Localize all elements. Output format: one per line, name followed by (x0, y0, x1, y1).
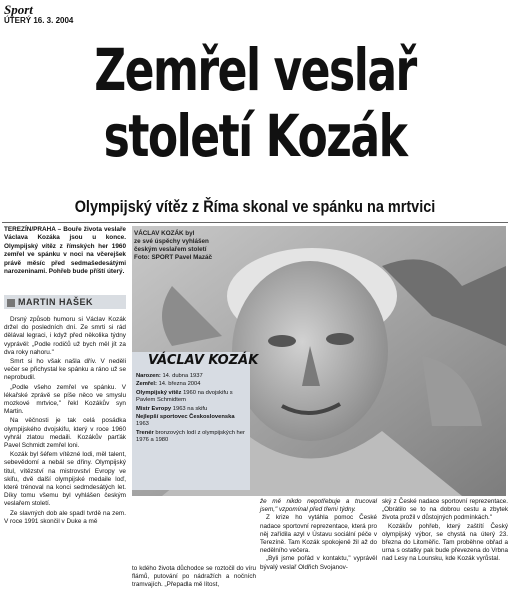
row-value: 1963 na skifu (172, 405, 208, 412)
infobox-row (136, 381, 248, 388)
row-label: Olympijský vítěz (136, 389, 182, 396)
row-value: 14. března 2004 (158, 381, 201, 388)
row-label: Trenér (136, 429, 154, 436)
caption-line: českým veslařem století (134, 246, 207, 253)
infobox-row (136, 430, 248, 445)
row-value: bronzových lodí z olympijských her 1976 a 1980 (136, 429, 245, 444)
headline-line-2: století Kozák (103, 102, 407, 170)
article-column-2 (132, 565, 256, 589)
article-column-4 (382, 498, 508, 564)
headline-line-1: Zemřel veslař (94, 36, 416, 104)
row-label: Zemřel: (136, 381, 157, 388)
infobox-row (136, 390, 248, 405)
photo-caption (134, 230, 264, 262)
paragraph: Na věčnosti je tak celá posádka olympijského dvojskifu, který v roce 1960 vyhrál zlatou medaili. Kozákův parťák Pavel Schmidt zemřel loni. (4, 417, 126, 450)
caption-line: VÁCLAV KOZÁK byl (134, 230, 195, 237)
paragraph: Ze slavných dob ale spadl tvrdě na zem. V roce 1991 skončil v Duke a mě (4, 509, 126, 525)
photo-credit: Foto: SPORT Pavel Mazáč (134, 254, 213, 261)
row-value: 14. dubna 1937 (162, 373, 203, 379)
infobox-rows (136, 373, 248, 446)
author-byline: MARTIN HAŠEK (18, 297, 93, 307)
paragraph: Smrt si ho však našla dřív. V neděli večer se přichystal ke spánku a ráno už se neprobudil. (4, 358, 126, 382)
paragraph: ský z České nadace sportovní reprezentace. „Obrátilo se to na dobrou cestu a zbytek života prožil v důstojných podmínkách." (382, 498, 508, 522)
paragraph: Kozákův pohřeb, který zaštítí Český olympijský výbor, se chystá na úterý 23. března do Litoměřic. Tam proběhne obřad a urna s ostatky pak bude převezena do Vrbna nad Lesy na Lounsku, kde Kozák vyrůstal. (382, 522, 508, 563)
paragraph: že mě nikdo nepotřebuje a trucoval jsem," vzpomínal před třemi týdny. (260, 498, 377, 514)
byline-square-icon (7, 299, 15, 307)
paragraph: Drsný způsob humoru si Václav Kozák držel do posledních dní. Ze smrti si rád dělával legraci, i když před několika týdny vyprávěl: „Podle rodičů už bych měl jít za dva roky nahoru." (4, 316, 126, 356)
row-value: 1960 na dvojskifu s Pavlem Schmidtem (136, 389, 233, 404)
article-column-3 (260, 498, 377, 572)
row-value: 1963 (136, 421, 149, 428)
caption-line: ze své úspěchy vyhlášen (134, 238, 209, 245)
paragraph: Kozák byl šéfem vítězné lodi, měl talent, sebevědomí a nebál se dřiny. Olympijský titul, vítězství na mistrovství Evropy ve skifu, dvě další olympijské medaile loď, které trénoval na konci sedmdesátých let. Díky tomu všemu byl vyhlášen českým veslařem století. (4, 451, 126, 508)
lead-paragraph: TEREZÍN/PRAHA – Bouře života veslaře Václava Kozáka jsou u konce. Olympijský vítěz z římských her 1960 zemřel ve spánku v noci na včerejšek právě měsíc před sedmašedesátými narozeninami. Pohřeb bude příští úterý. (4, 226, 126, 276)
paragraph: „Podle všeho zemřel ve spánku. V lékařské zprávě se píše něco ve smyslu mozkové mrtvice," řekl Kozákův syn Martin. (4, 383, 126, 416)
paragraph: „Byli jsme pořád v kontaktu," vyprávěl bývalý veslař Oldřich Svojanov- (260, 555, 377, 571)
row-label: Mistr Evropy (136, 405, 172, 412)
article-column-1 (4, 316, 126, 527)
issue-date: ÚTERÝ 16. 3. 2004 (4, 16, 74, 25)
row-label: Nejlepší sportovec Československa (136, 414, 235, 421)
masthead-logo: Sport (4, 2, 33, 17)
paragraph: Z krize ho vytáhla pomoc České nadace sportovní reprezentace, která pro něj zařídila azyl v Ústavu sociální péče v Terezíně. Tam Kozák spokojeně žil až do nedělního večera. (260, 514, 377, 555)
infobox-row (136, 406, 248, 413)
infobox-title: VÁCLAV KOZÁK (148, 353, 259, 368)
subheadline: Olympijský vítěz z Říma skonal ve spánku na mrtvici (74, 197, 436, 216)
infobox-row (136, 373, 248, 380)
paragraph: to kdého života důchodce se roztočil do víru flámů, putování po nádražích a nočních tramvajích. „Přepadla mě lítost, (132, 565, 256, 588)
infobox-row (136, 414, 248, 429)
divider (2, 222, 508, 223)
row-label: Narozen: (136, 373, 161, 379)
